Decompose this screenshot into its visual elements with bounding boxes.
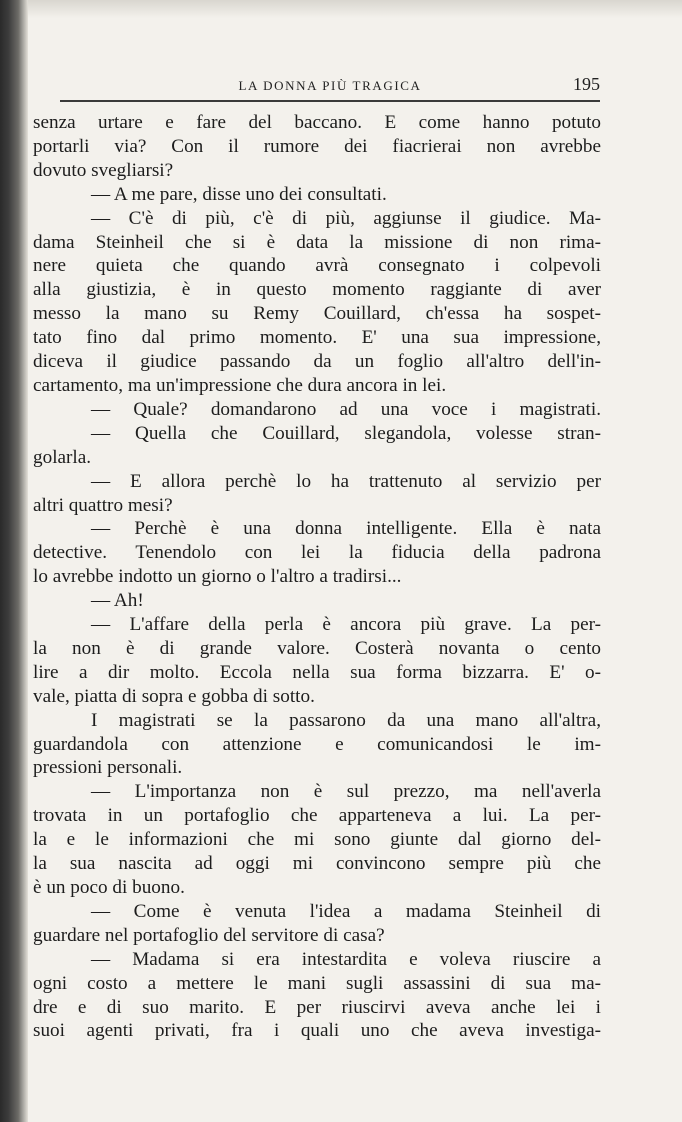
text-line: — Ah! xyxy=(91,590,144,612)
text-line: cartamento, ma un'impressione che dura ancora in lei. xyxy=(33,374,447,396)
text-line: messo la mano su Remy Couillard, ch'essa ha sospet- xyxy=(33,303,601,325)
text-line: — Perchè è una donna intelligente. Ella è nata xyxy=(91,518,601,540)
text-line: — L'importanza non è sul prezzo, ma nell'averla xyxy=(91,781,601,803)
text-line: I magistrati se la passarono da una mano all'altra, xyxy=(91,709,601,731)
running-head xyxy=(60,72,600,102)
text-line: — Madama si era intestardita e voleva riuscire a xyxy=(91,948,601,970)
text-line: tato fino dal primo momento. E' una sua impressione, xyxy=(33,327,601,349)
text-line: vale, piatta di sopra e gobba di sotto. xyxy=(33,685,315,707)
text-line: lo avrebbe indotto un giorno o l'altro a tradirsi... xyxy=(33,566,402,588)
text-line: — A me pare, disse uno dei consultati. xyxy=(91,183,387,205)
text-line: lire a dir molto. Eccola nella sua forma bizzarra. E' o- xyxy=(33,661,601,683)
page-number: 195 xyxy=(573,74,600,94)
text-line: trovata in un portafoglio che apparteneva a lui. La per- xyxy=(33,805,601,827)
text-line: golarla. xyxy=(33,446,92,468)
text-line: guardandola con attenzione e comunicandosi le im- xyxy=(33,733,601,755)
text-line: dre e di suo marito. E per riuscirvi aveva anche lei i xyxy=(33,996,601,1018)
text-line: la e le informazioni che mi sono giunte dal giorno del- xyxy=(33,829,601,851)
page-top-shadow xyxy=(28,0,682,18)
text-line: guardare nel portafoglio del servitore di casa? xyxy=(33,924,385,946)
text-line: altri quattro mesi? xyxy=(33,494,173,516)
text-line: diceva il giudice passando da un foglio all'altro dell'in- xyxy=(33,351,601,373)
text-line: — Quella che Couillard, slegandola, volesse stran- xyxy=(91,422,601,444)
text-line: suoi agenti privati, fra i quali uno che aveva investiga- xyxy=(33,1020,601,1042)
text-line: dama Steinheil che si è data la missione di non rima- xyxy=(33,231,601,253)
text-line: portarli via? Con il rumore dei fiacrierai non avrebbe xyxy=(33,135,601,157)
text-line: — Come è venuta l'idea a madama Steinheil di xyxy=(91,900,601,922)
text-line: — L'affare della perla è ancora più grave. La per- xyxy=(91,614,601,636)
text-line: nere quieta che quando avrà consegnato i colpevoli xyxy=(33,255,601,277)
text-line: alla giustizia, è in questo momento raggiante di aver xyxy=(33,279,601,301)
text-line: la sua nascita ad oggi mi convincono sempre più che xyxy=(33,853,601,875)
running-title: LA DONNA PIÙ TRAGICA xyxy=(238,78,422,93)
text-line: senza urtare e fare del baccano. E come hanno potuto xyxy=(33,112,601,133)
text-line: — Quale? domandarono ad una voce i magistrati. xyxy=(91,398,601,420)
text-line: — E allora perchè lo ha trattenuto al servizio per xyxy=(91,470,601,492)
text-line: ogni costo a mettere le mani sugli assassini di sua ma- xyxy=(33,972,601,994)
text-line: è un poco di buono. xyxy=(33,877,185,898)
text-line: — C'è di più, c'è di più, aggiunse il giudice. Ma- xyxy=(91,207,601,229)
text-line: pressioni personali. xyxy=(33,757,183,779)
text-line: detective. Tenendolo con lei la fiducia della padrona xyxy=(33,542,601,564)
text-line: dovuto svegliarsi? xyxy=(33,159,174,181)
body-text xyxy=(33,111,601,1043)
text-line: la non è di grande valore. Costerà novanta o cento xyxy=(33,637,601,659)
header-rule xyxy=(60,100,600,102)
book-binding-edge xyxy=(0,0,28,1122)
